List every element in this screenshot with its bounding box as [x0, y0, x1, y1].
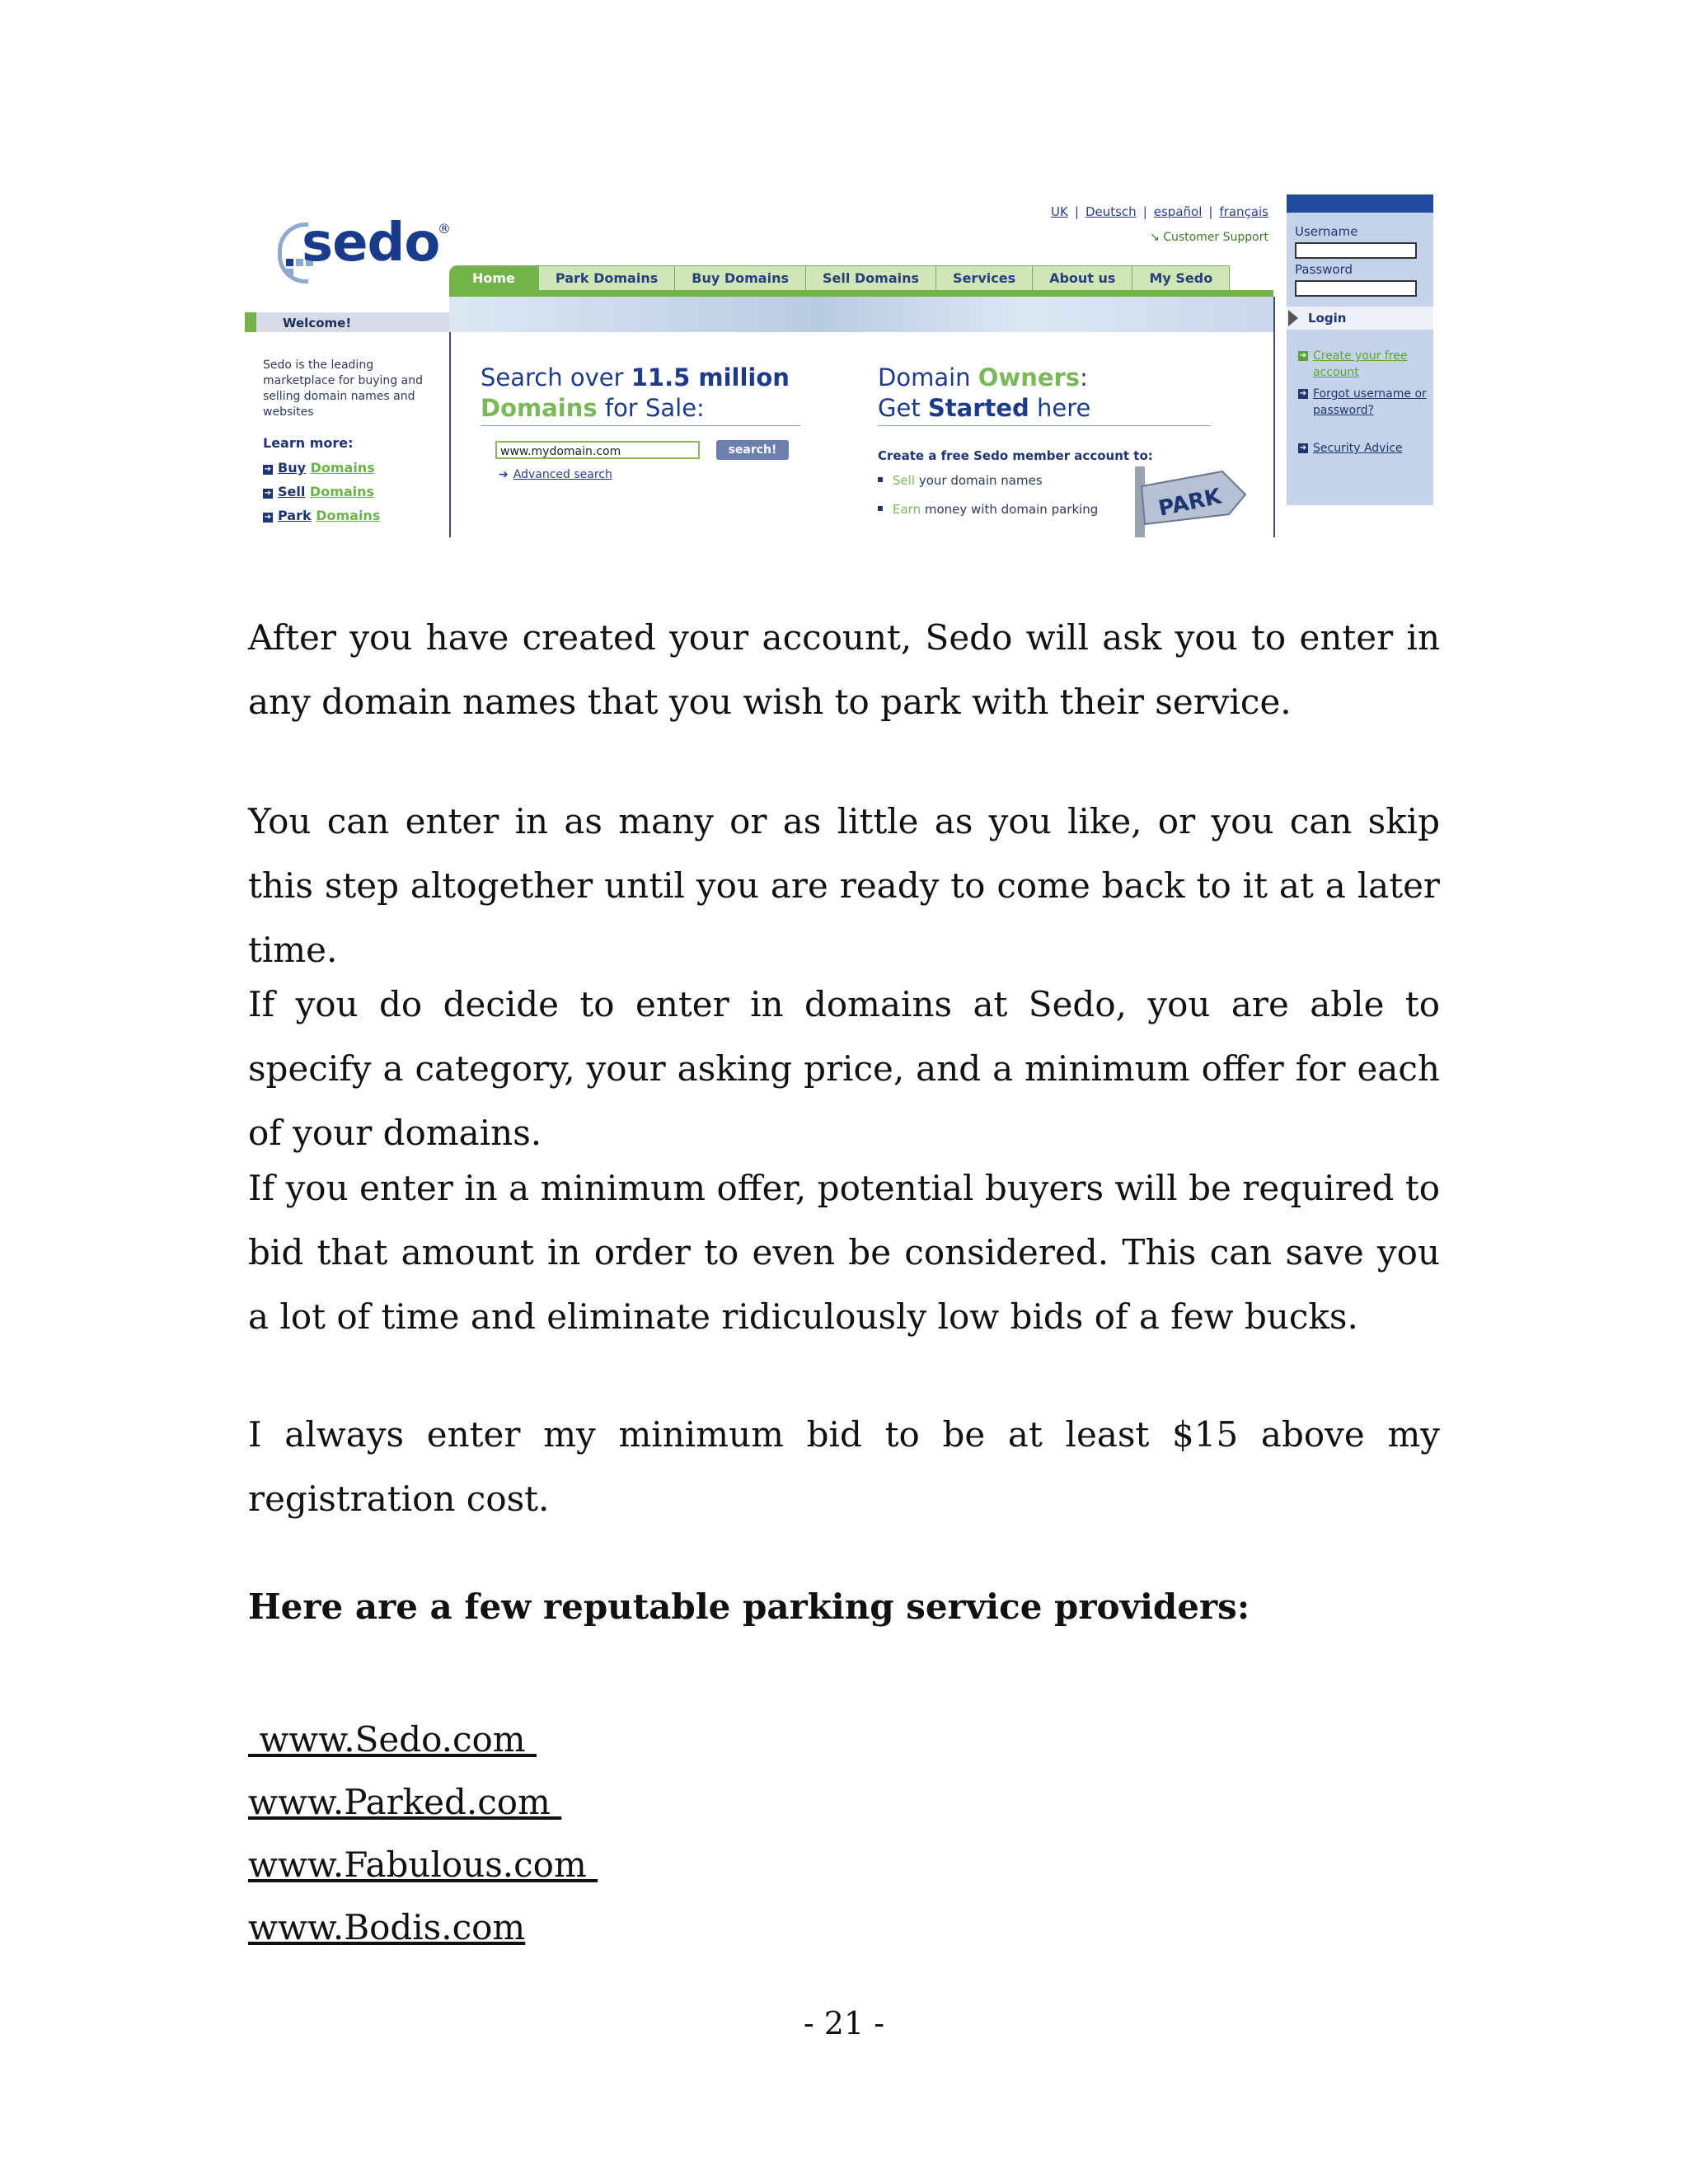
- lang-espanol[interactable]: español: [1153, 204, 1203, 219]
- arrow-icon: ➔: [1299, 351, 1307, 360]
- park-sign-label: PARK: [1156, 484, 1224, 522]
- park-sign-icon: [1125, 466, 1249, 537]
- triangle-icon: [1288, 310, 1298, 326]
- login-panel: [1287, 194, 1433, 505]
- username-label: Username: [1295, 224, 1358, 239]
- paragraph: If you enter in a minimum offer, potential buyers will be required to bid that amount in order to even be considered. This can save you a lot of time and eliminate ridiculously low bids of a few bucks.: [248, 1168, 1440, 1337]
- arrow-icon: ➔: [264, 465, 272, 474]
- link-bodis[interactable]: www.Bodis.com: [248, 1907, 526, 1947]
- learn-more-label: Learn more:: [263, 435, 354, 451]
- lang-francais[interactable]: français: [1219, 204, 1268, 219]
- paragraph: You can enter in as many or as little as you like, or you can skip this step altogether until you are ready to come back to it at a later time.: [248, 801, 1440, 970]
- lang-uk[interactable]: UK: [1051, 204, 1068, 219]
- intro-text: Sedo is the leading marketplace for buying and selling domain names and websites: [263, 359, 423, 419]
- providers-heading: Here are a few reputable parking service providers:: [248, 1586, 1250, 1627]
- tab-home[interactable]: Home: [449, 265, 539, 291]
- welcome-bar: Welcome!: [245, 312, 449, 332]
- password-field[interactable]: [1295, 280, 1417, 297]
- forgot-credentials-link[interactable]: ➔ Forgot username or password?: [1299, 387, 1427, 417]
- tab-sell-domains[interactable]: Sell Domains: [806, 265, 936, 291]
- domain-search-input[interactable]: www.mydomain.com: [495, 441, 700, 459]
- providers-list: [248, 1708, 598, 1959]
- search-title-line2: Domains for Sale:: [481, 394, 705, 422]
- tab-buy-domains[interactable]: Buy Domains: [675, 265, 806, 291]
- login-button[interactable]: Login: [1287, 307, 1433, 330]
- paragraph: After you have created your account, Sedo will ask you to enter in any domain names that you wish to park with their service.: [248, 617, 1440, 722]
- advanced-search-link[interactable]: ➔ Advanced search: [499, 468, 612, 481]
- password-label: Password: [1295, 262, 1353, 277]
- link-parked[interactable]: www.Parked.com: [248, 1782, 562, 1822]
- tab-park-domains[interactable]: Park Domains: [539, 265, 675, 291]
- username-field[interactable]: [1295, 242, 1417, 259]
- tab-services[interactable]: Services: [936, 265, 1033, 291]
- sell-domains-link[interactable]: ➔ Sell Domains: [264, 484, 375, 499]
- search-button[interactable]: search!: [716, 440, 789, 460]
- tab-about-us[interactable]: About us: [1033, 265, 1132, 291]
- security-advice-link[interactable]: ➔ Security Advice: [1299, 442, 1403, 455]
- arrow-icon: ➔: [1299, 389, 1307, 398]
- arrow-icon: ➔: [264, 489, 272, 498]
- tab-my-sedo[interactable]: My Sedo: [1132, 265, 1230, 291]
- paragraph: I always enter my minimum bid to be at least $15 above my registration cost.: [248, 1414, 1440, 1519]
- customer-support-link[interactable]: ↘ Customer Support: [1150, 231, 1268, 244]
- search-title: Search over 11.5 million: [481, 363, 790, 391]
- link-fabulous[interactable]: www.Fabulous.com: [248, 1844, 598, 1885]
- page-number: - 21 -: [803, 2005, 885, 2041]
- list-item: Earn money with domain parking: [878, 502, 1098, 517]
- buy-domains-link[interactable]: ➔ Buy Domains: [264, 460, 375, 476]
- link-sedo[interactable]: www.Sedo.com: [248, 1719, 537, 1760]
- sedo-screenshot: [245, 194, 1433, 537]
- arrow-icon: ↘: [1150, 231, 1164, 244]
- arrow-icon: ➔: [499, 468, 509, 481]
- arrow-icon: ➔: [1299, 443, 1307, 452]
- globe-banner: [449, 297, 1273, 332]
- park-domains-link[interactable]: ➔ Park Domains: [264, 508, 381, 523]
- main-nav: [449, 265, 1230, 290]
- nav-underline: [449, 290, 1273, 297]
- list-item: Sell your domain names: [878, 473, 1043, 488]
- owners-title: Domain Owners:: [878, 363, 1088, 391]
- owners-title-line2: Get Started here: [878, 394, 1091, 422]
- sedo-logo: sedo ®: [263, 213, 452, 279]
- create-account-link[interactable]: ➔ Create your free account: [1299, 349, 1408, 379]
- paragraph: If you do decide to enter in domains at Sedo, you are able to specify a category, your asking price, and a minimum offer for each of your domains.: [248, 984, 1440, 1153]
- lang-deutsch[interactable]: Deutsch: [1085, 204, 1137, 219]
- language-links: UK | Deutsch | español | français: [1051, 204, 1268, 219]
- owners-subtitle: Create a free Sedo member account to:: [878, 448, 1153, 463]
- arrow-icon: ➔: [264, 513, 272, 522]
